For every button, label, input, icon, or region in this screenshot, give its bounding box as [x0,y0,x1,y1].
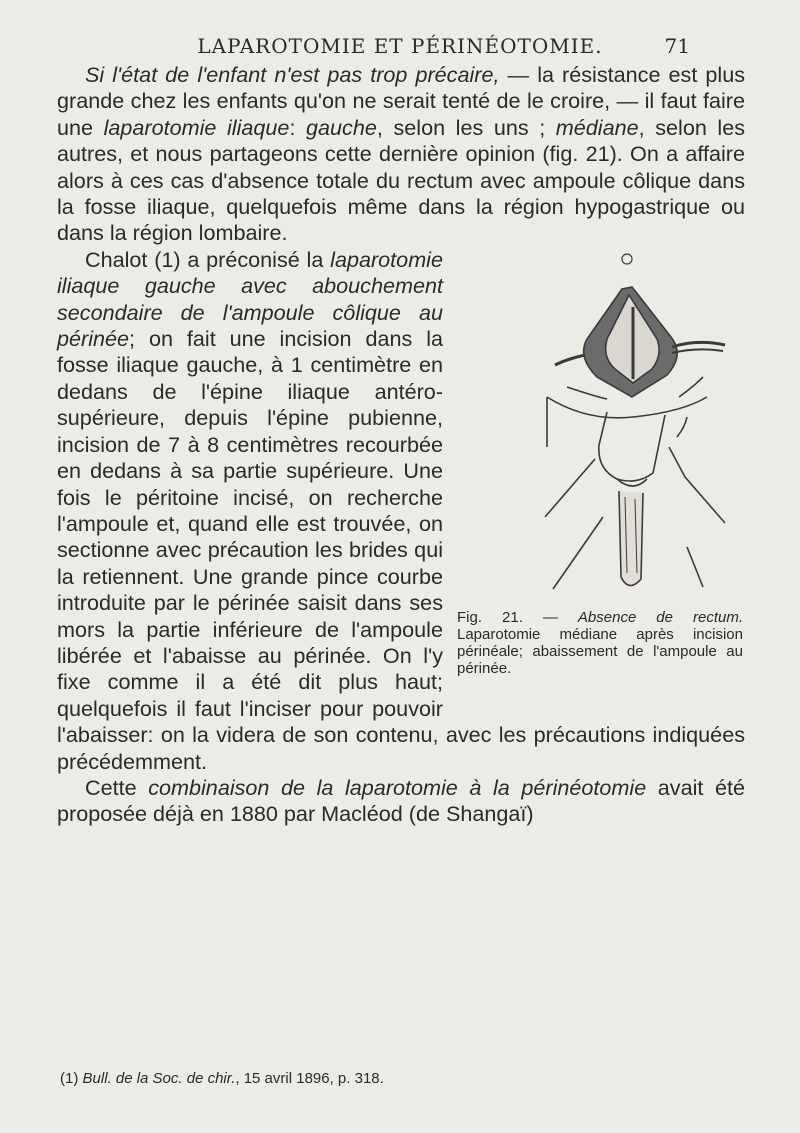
footnote-source: Bull. de la Soc. de chir. [82,1070,236,1087]
footnote-detail: , 15 avril 1896, p. 318. [235,1070,384,1087]
figure-title: Absence de rectum. [577,608,743,626]
running-header: LAPAROTOMIE ET PÉRINÉOTOMIE. [197,34,603,58]
paragraph-2: Chalot (1) a préconisé la laparotomie iliaque gauche avec abouchement secondaire de l'ampoule côlique au périnée; on fait une incision dans la fosse iliaque gauche, à 1 centimètre en dedans de l'épine iliaque antéro-supérieure, depuis l'épine pubienne, incision de 7 à 8 centimètres recourbée en dedans à sa partie supérieure. Une fois le péritoine incisé, on recherche l'ampoule et, quand elle est trouvée, on sectionne avec précaution les brides qui la retiennent. Une grande pince courbe introduite par le périnée saisit dans ses mors la partie inférieure de l'ampoule libérée et l'abaisse au périnée. On l'y fixe comme il a été dit plus haut; quelquefois il faut l'inciser pour pouvoir l'abaisser: on la videra de son contenu, avec les précautions indiquées précédemment. [57,246,745,774]
figure-caption-text: Laparotomie médiane après incision périnéale; abaissement de l'ampoule au périnée. [457,625,743,677]
footnote [60,1070,750,1087]
italic-phrase: Si l'état de l'enfant n'est pas trop précaire, [85,62,500,87]
paragraph-3: Cette combinaison de la laparotomie à la périnéotomie avait été proposée déjà en 1880 par Macléod (de Shangaï) [57,774,745,827]
page-number: 71 [664,34,690,58]
paragraph-1: Si l'état de l'enfant n'est pas trop précaire, — la résistance est plus grande chez les enfants qu'on ne serait tenté de le croire, — il faut faire une laparotomie iliaque: gauche, selon les uns ; médiane, selon les autres, et nous partageons cette dernière opinion (fig. 21). On a affaire alors à ces cas d'absence totale du rectum avec ampoule côlique dans la fosse iliaque, quelquefois même dans la région hypogastrique ou dans la région lombaire. [57,62,746,246]
figure-caption [457,609,743,677]
figure-21 [457,247,745,717]
body-text [57,62,745,828]
footnote-marker: (1) [60,1070,79,1087]
anatomical-illustration [457,247,745,607]
figure-label: Fig. 21. — [457,608,558,626]
